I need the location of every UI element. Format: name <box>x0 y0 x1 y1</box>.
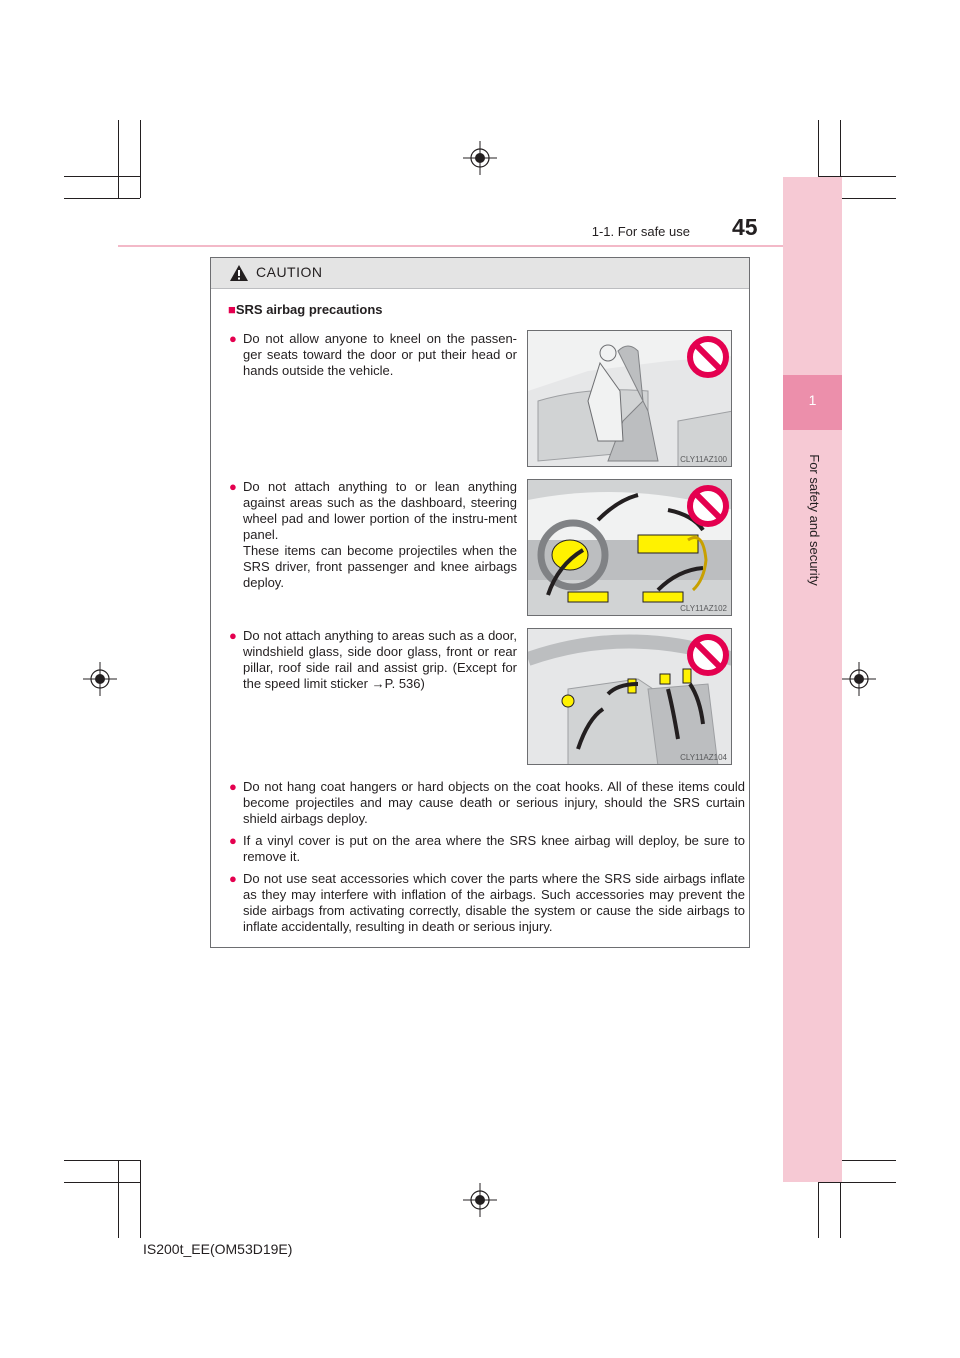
header-rule <box>118 245 783 247</box>
crop-mark <box>64 176 140 177</box>
figure-kneeling-passenger <box>527 330 732 467</box>
caution-subtitle: ■SRS airbag precautions <box>228 302 383 317</box>
document-code: IS200t_EE(OM53D19E) <box>143 1241 293 1257</box>
figure-code: CLY11AZ100 <box>680 455 727 464</box>
crop-mark <box>64 198 140 199</box>
chapter-label: For safety and security <box>807 454 822 586</box>
figure-code: CLY11AZ102 <box>680 604 727 613</box>
figure-dashboard <box>527 479 732 616</box>
caution-title: CAUTION <box>256 264 323 280</box>
prohibition-icon <box>686 633 730 677</box>
caution-header <box>211 258 749 289</box>
registration-mark-icon <box>463 141 497 175</box>
crop-mark <box>118 1160 119 1238</box>
bullet-dot: ● <box>229 628 237 643</box>
registration-mark-icon <box>463 1183 497 1217</box>
bullet-dot: ● <box>229 779 237 794</box>
bullet-dot: ● <box>229 833 237 848</box>
crop-mark <box>64 1182 140 1183</box>
bullet-dot: ● <box>229 331 237 346</box>
crop-mark <box>818 1182 896 1183</box>
list-item: ● Do not hang coat hangers or hard objects on the coat hooks. All of these items could become projectiles and may cause death or serious injury, should the SRS curtain shield airbags deploy. <box>229 779 745 826</box>
prohibition-icon <box>686 335 730 379</box>
registration-mark-icon <box>842 662 876 696</box>
list-item: ● Do not attach anything to areas such as a door, windshield glass, side door glass, front or rear pillar, roof side rail and assist grip. (Except for the speed limit sticker →P. 536) <box>229 628 517 691</box>
caution-box <box>210 257 750 948</box>
page-number: 45 <box>732 214 758 240</box>
crop-mark <box>64 1160 140 1161</box>
list-item: ● Do not use seat accessories which cover the parts where the SRS side airbags inflate as they may interfere with inflation of the airbags. Such accessories may prevent the side airbags from activating correctly, disable the system or cause the side airbags to inflate accidentally, resulting in death or serious injury. <box>229 871 745 934</box>
bullet-dot: ● <box>229 479 237 494</box>
warning-triangle-icon <box>229 264 249 282</box>
crop-mark <box>118 120 119 198</box>
figure-code: CLY11AZ104 <box>680 753 727 762</box>
subtitle-marker: ■ <box>228 302 236 317</box>
list-item: ● Do not attach anything to or lean anything against areas such as the dashboard, steering wheel pad and lower portion of the instru-ment panel. These items can become projectiles when the SRS driver, front passenger and knee airbags deploy. <box>229 479 517 590</box>
chapter-side-tab <box>783 177 842 1182</box>
figure-interior-pillars <box>527 628 732 765</box>
bullet-dot: ● <box>229 871 237 886</box>
crop-mark <box>140 1160 141 1238</box>
list-item: ● Do not allow anyone to kneel on the passen-ger seats toward the door or put their head or hands outside the vehicle. <box>229 331 517 378</box>
crop-mark <box>140 120 141 198</box>
registration-mark-icon <box>83 662 117 696</box>
chapter-number: 1 <box>808 392 817 408</box>
prohibition-icon <box>686 484 730 528</box>
section-title: 1-1. For safe use <box>591 224 690 239</box>
list-item: ● If a vinyl cover is put on the area where the SRS knee airbag will deploy, be sure to remove it. <box>229 833 745 864</box>
